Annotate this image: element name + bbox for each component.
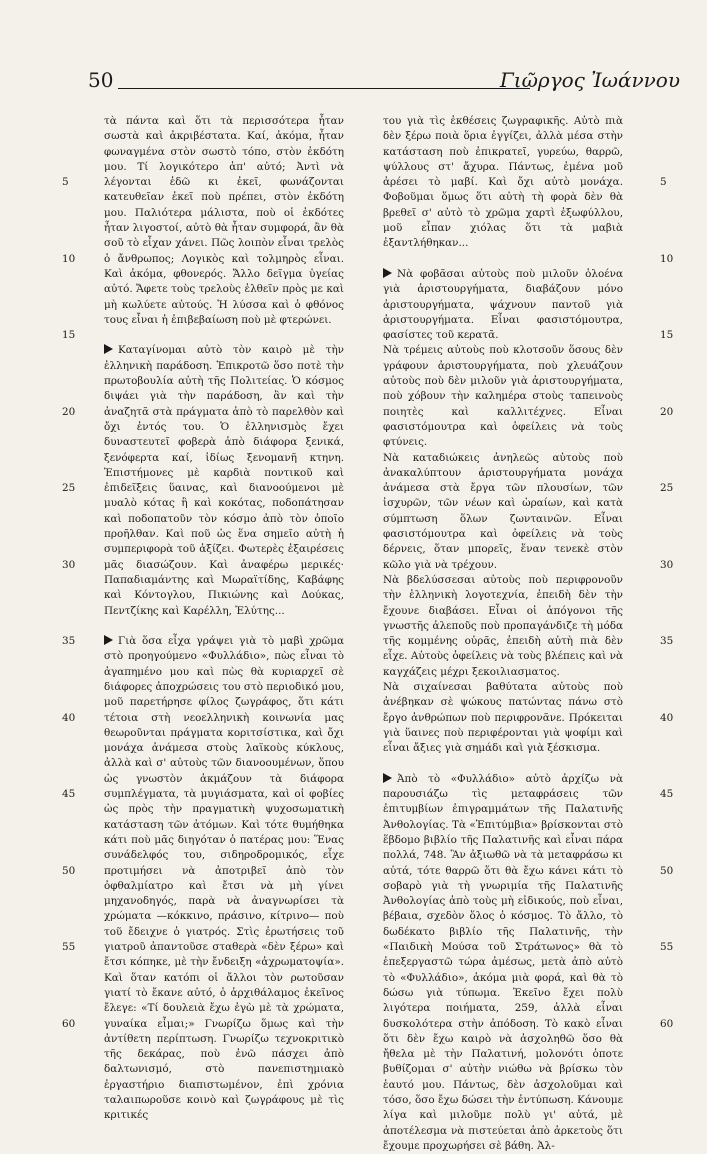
paragraph-text: Καταγίνομαι αὐτὸ τὸν καιρὸ μὲ τὴν ἑλληνικὴ παράδοση. Ἐπικροτῶ ὅσο ποτὲ τὴν πρωτοβουλία αὐτὴ τῆς Πολιτείας. Ὁ κόσμος διψάει γιὰ τὴν παράδοση, ἂν καὶ τὴν ἀναζητᾶ στὰ πράγματα ἀπὸ τὸ παρελθὸν καὶ ὄχι ἐντός του. Ὁ ἑλληνισμὸς ἔχει δυναστευτεῖ φοβερὰ ἀπὸ διάφορα ξενικά, ξενόφερτα καί, ἰδίως ξενομανῆ κτηνη. Ἐπιστήμονες μὲ καρδιὰ ποντικοῦ καὶ ἐπιδεῖξεις ὕαινας, καὶ διανοούμενοι μὲ μυαλὸ κότας ἢ καὶ κοκότας, ποδοπάτησαν καὶ ποδοπατοῦν τὸν κόσμο ἀπὸ τὸν ὁποῖο προῆλθαν. Καὶ ποῦ ὡς ἕνα σημεῖο αὐτὴ ἡ συμπεριφορὰ τοῦ ἀξίζει. Φωτερὲς ἐξαιρέσεις μᾶς διασώζουν. Καὶ ἀναφέρω μερικές· Παπαδιαμάντης καὶ Μωραϊτίδης, Καβάφης καὶ Κόντογλου, Πικιώνης καὶ Δούκας, Πεντζίκης καὶ Καρέλλη, Ἐλύτης... [104, 344, 344, 617]
paragraph [383, 680, 623, 756]
line-number: 5 [62, 176, 69, 189]
line-number: 45 [660, 788, 674, 801]
line-number: 15 [62, 329, 76, 342]
paragraph-text: Γιὰ ὅσα εἶχα γράψει γιὰ τὸ μαβὶ χρῶμα στὸ προηγούμενο «Φυλλάδιο», πὼς εἶναι τὸ ἀγαπημένο μου καὶ πὼς θὰ κυριαρχεῖ σὲ διάφορες ἀποχρώσεις του στὸ περιοδικό μου, μοῦ παρετήρησε φίλος ζωγράφος, ὅτι κάτι τέτοια στὴ νεοελληνικὴ κοινωνία μας θεωροῦνται πράγματα κοριτσίστικα, καὶ ὄχι μονάχα ἀνάμεσα στοὺς λαϊκοὺς κύκλους, ἀλλὰ καὶ σ' αὐτοὺς τῶν διανοουμένων, ὅπου ὡς γνωστὸν ἀκμάζουν τὰ διάφορα συμπλέγματα, τὰ μυγιάσματα, καὶ οἱ φοβίες ὡς πρὸς τὴν πραγματικὴ ψυχοσωματικὴ κατάσταση τῶν ἀτόμων. Καὶ τότε θυμήθηκα κάτι ποὺ μᾶς διηγόταν ὁ πατέρας μου: Ἕνας συνάδελφός του, σιδηροδρομικός, εἶχε προτιμήσει νὰ ἀποτριβεῖ ἀπὸ τὸν ὀφθαλμίατρο καὶ ἔτσι νὰ μὴ γίνει μηχανοδηγός, παρὰ νὰ ἀναγνωρίσει τὰ χρώματα —κόκκινο, πράσινο, κίτρινο— ποὺ τοῦ ἔδειχνε ὁ γιατρός. Στὶς ἐρωτήσεις τοῦ γιατροῦ ἀπαντοῦσε σταθερὰ «δὲν ξέρω» καὶ ἔτσι κόπηκε, μὲ τὴν ἔνδειξη «ἀχρωματοψία». Καὶ ὅταν κατόπι οἱ ἄλλοι τὸν ρωτοῦσαν γιατί τὸ ἔκανε αὐτό, ὁ ἀρχιθάλαμος ἐκεῖνος ἔλεγε: «Τί δουλειὰ ἔχω ἐγὼ μὲ τὰ χρώματα, γυναίκα εἶμαι;» Γνωρίζω ὅμως καὶ τὴν ἀντίθετη περίπτωση. Γνωρίζω τεχνοκριτικὸ τῆς δεκάρας, ποὺ ἐνῶ πάσχει ἀπὸ δαλτωνισμό, στὸ πανεπιστημιακὸ ἐργαστήριο διαπιστωμένον, ἐπὶ χρόνια ταλαιπωροῦσε κοινὸ καὶ ζωγράφους μὲ τὶς κριτικές [104, 635, 344, 1122]
line-number: 35 [62, 635, 76, 648]
paragraph [383, 772, 623, 1154]
paragraph-text: Νὰ βδελύσσεσαι αὐτοὺς ποὺ περιφρονοῦν τὴν ἑλληνικὴ λογοτεχνία, ἐπειδὴ δὲν τὴν ἔχουνε διαβάσει. Εἶναι οἱ ἀπόγονοι τῆς γνωστῆς ἀλεποῦς ποὺ προπαγάνδιζε τὴ μόδα τῆς κομμένης οὐρᾶς, ἐπειδὴ αὐτὴ πιὰ δὲν εἶχε. Αὐτοὺς ὀφείλεις νὰ τοὺς βλέπεις καὶ νὰ καγχάζεις μέχρι ξεκοιλιασματος. [383, 573, 623, 678]
line-number: 20 [62, 405, 76, 418]
header-rule [118, 88, 530, 89]
paragraph-text: Νὰ καταδιώκεις ἀνηλεῶς αὐτοὺς ποὺ ἀνακαλύπτουν ἀριστουργήματα μονάχα ἀνάμεσα στὰ ἔργα τῶν πλουσίων, τῶν ἰσχυρῶν, τῶν νέων καὶ ὡραίων, καὶ κατὰ σύμπτωση ὅλων ζωνταινῶν. Εἶναι φασιστόμουτρα καὶ ὀφείλεις νὰ τοὺς δέρνεις, ὅταν μπορεῖς, ἕναν τενεκὲ στὸν κῶλο γιὰ νὰ τρέχουν. [383, 451, 623, 571]
line-number: 5 [660, 176, 667, 189]
page-number: 50 [88, 68, 114, 92]
paragraph-text: Νὰ τρέμεις αὐτοὺς ποὺ κλοτσοῦν ὅσους δὲν γράφουν ἀριστουργήματα, ποὺ χλευάζουν αὐτοὺς ποὺ δὲν μιλοῦν γιὰ ἀριστουργήματα, ποὺ χόβουν τὴν καλημέρα στοὺς ταπεινοὺς ποιητὲς καὶ καλλιτέχνες. Εἶναι φασιστόμουτρα καὶ ὀφείλεις νὰ τοὺς φτύνεις. [383, 344, 623, 449]
left-column [104, 114, 344, 1124]
line-number: 50 [62, 864, 76, 877]
paragraph-text: Νὰ σιχαίνεσαι βαθύτατα αὐτοὺς ποὺ ἀνέβηκαν σὲ ψώκους πατώντας πάνω στὸ ἔργο ἀνθρώπων ποὺ περιφρονᾶνε. Πρόκειται γιὰ ὕαινες ποὺ περιφέρονται γιὰ ψοφίμι καὶ εἶναι ἄξιες γιὰ σημάδι καὶ γιὰ ξέσκισμα. [383, 680, 623, 755]
paragraph [383, 114, 623, 252]
paragraph [104, 114, 344, 328]
line-number: 40 [660, 711, 674, 724]
pointer-marker-icon [383, 773, 392, 783]
line-number: 55 [62, 941, 76, 954]
line-number: 15 [660, 329, 674, 342]
paragraph [383, 267, 623, 343]
line-number: 25 [62, 482, 76, 495]
line-number: 55 [660, 941, 674, 954]
paragraph [383, 573, 623, 680]
page-header [88, 68, 680, 96]
paragraph-text: του γιὰ τὶς ἐκθέσεις ζωγραφικῆς. Αὐτὸ πιὰ δὲν ξέρω ποιὰ ὅρια ἐγγίζει, ἀλλὰ μέσα στὴν κατάσταση ποὺ ἐπικρατεῖ, γυρεύω, θαρρῶ, ψύλλους στ' ἄχυρα. Πάντως, ἐμένα μοῦ ἀρέσει τὸ μαβί. Καὶ ὄχι αὐτὸ μονάχα. Φοβοῦμαι ὅμως ὅτι αὐτὴ τὴ φορὰ δὲν θὰ βρεθεῖ σ' αὐτὸ τὸ χρῶμα χαρτὶ ἐξωφύλλου, μοῦ εἶπαν χιόλας ὅτι τὰ μαβιὰ ἐξαντλήθηκαν... [383, 115, 623, 250]
line-number: 30 [62, 558, 76, 571]
paragraph [104, 634, 344, 1124]
line-number: 30 [660, 558, 674, 571]
paragraph [383, 343, 623, 450]
line-number: 25 [660, 482, 674, 495]
paragraph [104, 343, 344, 618]
line-number: 10 [660, 252, 674, 265]
line-number: 45 [62, 788, 76, 801]
paragraph [383, 451, 623, 573]
paragraph-text: τὰ πάντα καὶ ὅτι τὰ περισσότερα ἦταν σωστὰ καὶ ἀκριβέστατα. Καί, ἀκόμα, ἦταν φωναγμένα στὸν σωστὸ τόπο, στὸν ἐκδότη μου. Τί λογικότερο ἀπ' αὐτό; Ἀντὶ νὰ λέγονται ἐδῶ κι ἐκεῖ, φωνάζονται κατευθεῖαν ἐκεῖ ποὺ πρέπει, στὸν ἐκδότη μου. Παλιότερα μάλιστα, ποὺ οἱ ἐκδότες ἦταν λιγοστοί, αὐτὸ θὰ ἦταν συμφορά, ἂν θὰ σοῦ τὸ εἶχαν χάνει. Πῶς λοιπὸν εἶναι τρελὸς ὁ ἄνθρωπος; Λογικὸς καὶ τολμηρὸς εἶναι. Καὶ ἀκόμα, φθονερός. Ἄλλο δεῖγμα ὑγείας αὐτό. Ἄφετε τοὺς τρελοὺς ἐλθεῖν πρὸς με καὶ μὴ κωλύετε αὐτούς. Ἡ λύσσα καὶ ὁ φθόνος τους εἶναι ἡ ἐπιβεβαίωση ποὺ μὲ φτερώνει. [104, 115, 344, 326]
paragraph-text: Νὰ φοβᾶσαι αὐτοὺς ποὺ μιλοῦν ὁλοένα γιὰ ἀριστουργήματα, διαβάζουν μόνο ἀριστουργήματα, ψάχνουν παντοῦ γιὰ ἀριστουργήματα. Εἶναι φασιστόμουτρα, φασίστες τοῦ κερατᾶ. [383, 267, 623, 342]
line-number: 60 [62, 1017, 76, 1030]
line-number: 35 [660, 635, 674, 648]
line-number: 60 [660, 1017, 674, 1030]
line-number: 10 [62, 252, 76, 265]
running-head: Γιῶργος Ἰωάννου [499, 68, 680, 92]
right-column [383, 114, 623, 1154]
line-number: 20 [660, 405, 674, 418]
line-number: 50 [660, 864, 674, 877]
pointer-marker-icon [383, 268, 392, 278]
paragraph-text: Ἀπὸ τὸ «Φυλλάδιο» αὐτὸ ἀρχίζω νὰ παρουσιάζω τὶς μεταφράσεις τῶν ἐπιτυμβίων ἐπιγραμμάτων τῆς Παλατινῆς Ἀνθολογίας. Τὰ «Ἐπιτύμβια» βρίσκονται στὸ ἕβδομο βιβλίο τῆς Παλατινῆς καὶ εἶναι πάρα πολλά, 748. Ἂν ἀξιωθῶ νὰ τὰ μεταφράσω κι αὐτά, τότε θαρρῶ ὅτι θὰ ἔχω κάνει κάτι τὸ σοβαρὸ γιὰ τὴ γνωριμία τῆς Παλατινῆς Ἀνθολογίας ἀπὸ τοὺς μὴ εἰδικούς, ποὺ εἶναι, βέβαια, σχεδὸν ὅλος ὁ κόσμος. Τὸ ἄλλο, τὸ δωδέκατο βιβλίο τῆς Παλατινῆς, τὴν «Παιδικὴ Μούσα τοῦ Στράτωνος» θὰ τὸ ἐπεξεργαστῶ τώρα ἀμέσως, μετὰ ἀπὸ αὐτὸ τὸ «Φυλλάδιο», ἀκόμα μιὰ φορά, καὶ θὰ τὸ δώσω γιὰ τύπωμα. Ἐκεῖνο ἔχει πολὺ λιγότερα ποιήματα, 259, ἀλλὰ εἶναι δυσκολότερα στὴν ἀπόδοση. Τὸ κακὸ εἶναι ὅτι δὲν ἔχω καιρὸ νὰ ἀσχοληθῶ ὅσο θὰ ἤθελα μὲ τὴν Παλατινή, μολονότι ὁποτε βυθίζομαι σ' αὐτὴν νιώθω νὰ βρίσκω τὸν ἑαυτό μου. Πάντως, δὲν ἀσχολοῦμαι καὶ τόσο, ὅσο ἔχω δώσει τὴν ἐντύπωση. Κάνουμε λίγα καὶ μιλοῦμε πολὺ γι' αὐτά, μὲ ἀποτέλεσμα νὰ πιστεύεται ἀπὸ ἀρκετοὺς ὅτι ἔχουμε προχωρήσει σὲ βάθη. Ἀλ- [383, 772, 623, 1152]
pointer-marker-icon [104, 344, 113, 354]
pointer-marker-icon [104, 635, 113, 645]
line-number: 40 [62, 711, 76, 724]
